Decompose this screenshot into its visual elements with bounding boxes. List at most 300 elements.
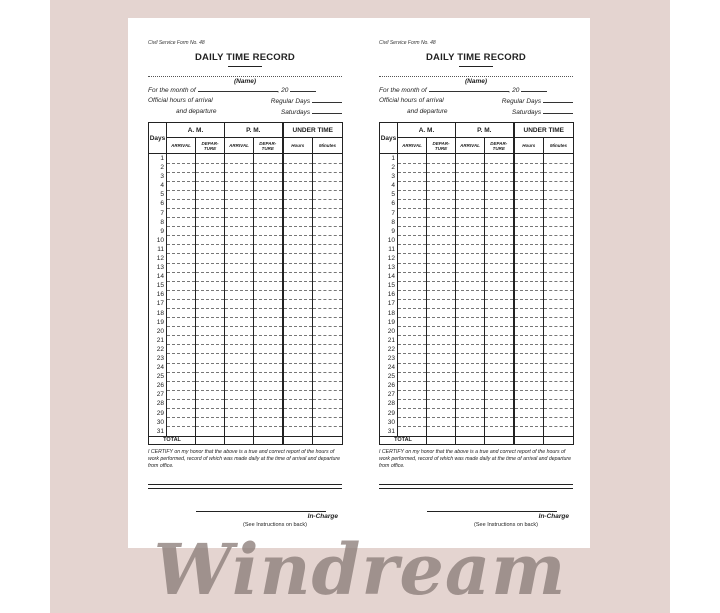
- time-cell[interactable]: [398, 199, 427, 208]
- total-cell[interactable]: [427, 436, 456, 444]
- time-cell[interactable]: [313, 381, 343, 390]
- time-cell[interactable]: [514, 418, 544, 427]
- time-cell[interactable]: [283, 418, 313, 427]
- time-cell[interactable]: [313, 399, 343, 408]
- time-cell[interactable]: [514, 318, 544, 327]
- time-cell[interactable]: [196, 336, 225, 345]
- time-cell[interactable]: [514, 427, 544, 437]
- time-cell[interactable]: [398, 336, 427, 345]
- total-cell[interactable]: [544, 436, 574, 444]
- time-cell[interactable]: [456, 354, 485, 363]
- time-cell[interactable]: [196, 218, 225, 227]
- time-cell[interactable]: [398, 354, 427, 363]
- time-cell[interactable]: [398, 299, 427, 308]
- time-cell[interactable]: [456, 390, 485, 399]
- time-cell[interactable]: [313, 154, 343, 164]
- time-cell[interactable]: [427, 199, 456, 208]
- time-cell[interactable]: [313, 418, 343, 427]
- time-cell[interactable]: [427, 154, 456, 164]
- time-cell[interactable]: [283, 181, 313, 190]
- time-cell[interactable]: [167, 427, 196, 437]
- time-cell[interactable]: [254, 363, 283, 372]
- time-cell[interactable]: [398, 309, 427, 318]
- time-cell[interactable]: [313, 199, 343, 208]
- time-cell[interactable]: [514, 327, 544, 336]
- time-cell[interactable]: [254, 281, 283, 290]
- time-cell[interactable]: [544, 190, 574, 199]
- time-cell[interactable]: [167, 318, 196, 327]
- time-cell[interactable]: [283, 236, 313, 245]
- time-cell[interactable]: [167, 290, 196, 299]
- time-cell[interactable]: [485, 254, 514, 263]
- year-blank[interactable]: [290, 85, 316, 92]
- time-cell[interactable]: [254, 272, 283, 281]
- time-cell[interactable]: [485, 418, 514, 427]
- time-cell[interactable]: [398, 272, 427, 281]
- time-cell[interactable]: [313, 172, 343, 181]
- time-cell[interactable]: [514, 245, 544, 254]
- time-cell[interactable]: [427, 254, 456, 263]
- time-cell[interactable]: [196, 299, 225, 308]
- time-cell[interactable]: [313, 236, 343, 245]
- time-cell[interactable]: [283, 154, 313, 164]
- time-cell[interactable]: [313, 290, 343, 299]
- time-cell[interactable]: [485, 427, 514, 437]
- time-cell[interactable]: [283, 372, 313, 381]
- time-cell[interactable]: [196, 236, 225, 245]
- time-cell[interactable]: [225, 199, 254, 208]
- time-cell[interactable]: [485, 163, 514, 172]
- time-cell[interactable]: [544, 227, 574, 236]
- time-cell[interactable]: [544, 309, 574, 318]
- time-cell[interactable]: [167, 245, 196, 254]
- time-cell[interactable]: [544, 272, 574, 281]
- time-cell[interactable]: [254, 399, 283, 408]
- time-cell[interactable]: [398, 218, 427, 227]
- time-cell[interactable]: [456, 427, 485, 437]
- time-cell[interactable]: [167, 181, 196, 190]
- time-cell[interactable]: [283, 199, 313, 208]
- time-cell[interactable]: [254, 418, 283, 427]
- time-cell[interactable]: [254, 336, 283, 345]
- time-cell[interactable]: [485, 290, 514, 299]
- time-cell[interactable]: [427, 263, 456, 272]
- time-cell[interactable]: [514, 190, 544, 199]
- time-cell[interactable]: [225, 409, 254, 418]
- time-cell[interactable]: [254, 327, 283, 336]
- time-cell[interactable]: [254, 218, 283, 227]
- total-cell[interactable]: [196, 436, 225, 444]
- time-cell[interactable]: [225, 263, 254, 272]
- time-cell[interactable]: [514, 309, 544, 318]
- time-cell[interactable]: [456, 172, 485, 181]
- time-cell[interactable]: [254, 172, 283, 181]
- time-cell[interactable]: [254, 309, 283, 318]
- time-cell[interactable]: [225, 227, 254, 236]
- time-cell[interactable]: [254, 227, 283, 236]
- time-cell[interactable]: [196, 190, 225, 199]
- time-cell[interactable]: [398, 154, 427, 164]
- time-cell[interactable]: [254, 199, 283, 208]
- time-cell[interactable]: [313, 263, 343, 272]
- time-cell[interactable]: [283, 381, 313, 390]
- time-cell[interactable]: [283, 190, 313, 199]
- time-cell[interactable]: [514, 290, 544, 299]
- time-cell[interactable]: [485, 381, 514, 390]
- time-cell[interactable]: [456, 199, 485, 208]
- time-cell[interactable]: [514, 281, 544, 290]
- time-cell[interactable]: [485, 154, 514, 164]
- time-cell[interactable]: [196, 327, 225, 336]
- time-cell[interactable]: [544, 199, 574, 208]
- time-cell[interactable]: [196, 381, 225, 390]
- in-charge-line[interactable]: [196, 511, 326, 512]
- time-cell[interactable]: [456, 181, 485, 190]
- time-cell[interactable]: [283, 281, 313, 290]
- time-cell[interactable]: [167, 199, 196, 208]
- time-cell[interactable]: [283, 254, 313, 263]
- time-cell[interactable]: [485, 245, 514, 254]
- time-cell[interactable]: [485, 181, 514, 190]
- time-cell[interactable]: [544, 290, 574, 299]
- time-cell[interactable]: [196, 154, 225, 164]
- time-cell[interactable]: [225, 254, 254, 263]
- time-cell[interactable]: [225, 154, 254, 164]
- time-cell[interactable]: [485, 318, 514, 327]
- time-cell[interactable]: [485, 236, 514, 245]
- time-cell[interactable]: [514, 363, 544, 372]
- time-cell[interactable]: [456, 263, 485, 272]
- time-cell[interactable]: [544, 172, 574, 181]
- time-cell[interactable]: [398, 281, 427, 290]
- in-charge-line[interactable]: [427, 511, 557, 512]
- time-cell[interactable]: [283, 172, 313, 181]
- time-cell[interactable]: [313, 372, 343, 381]
- time-cell[interactable]: [196, 208, 225, 217]
- time-cell[interactable]: [427, 236, 456, 245]
- time-cell[interactable]: [225, 281, 254, 290]
- time-cell[interactable]: [167, 236, 196, 245]
- time-cell[interactable]: [456, 418, 485, 427]
- time-cell[interactable]: [283, 163, 313, 172]
- year-blank[interactable]: [521, 85, 547, 92]
- time-cell[interactable]: [283, 218, 313, 227]
- time-cell[interactable]: [167, 390, 196, 399]
- time-cell[interactable]: [456, 318, 485, 327]
- time-cell[interactable]: [313, 390, 343, 399]
- time-cell[interactable]: [167, 399, 196, 408]
- saturdays-blank[interactable]: [543, 107, 573, 114]
- time-cell[interactable]: [544, 399, 574, 408]
- time-cell[interactable]: [313, 190, 343, 199]
- time-cell[interactable]: [313, 227, 343, 236]
- time-cell[interactable]: [544, 363, 574, 372]
- time-cell[interactable]: [398, 290, 427, 299]
- time-cell[interactable]: [427, 245, 456, 254]
- time-cell[interactable]: [254, 208, 283, 217]
- time-cell[interactable]: [225, 309, 254, 318]
- time-cell[interactable]: [398, 318, 427, 327]
- regular-days-blank[interactable]: [312, 96, 342, 103]
- time-cell[interactable]: [398, 172, 427, 181]
- time-cell[interactable]: [544, 372, 574, 381]
- time-cell[interactable]: [514, 218, 544, 227]
- time-cell[interactable]: [167, 299, 196, 308]
- time-cell[interactable]: [196, 418, 225, 427]
- time-cell[interactable]: [283, 299, 313, 308]
- time-cell[interactable]: [225, 399, 254, 408]
- time-cell[interactable]: [514, 199, 544, 208]
- time-cell[interactable]: [196, 281, 225, 290]
- time-cell[interactable]: [225, 299, 254, 308]
- time-cell[interactable]: [427, 418, 456, 427]
- signature-line[interactable]: [379, 484, 573, 485]
- time-cell[interactable]: [196, 290, 225, 299]
- time-cell[interactable]: [427, 336, 456, 345]
- time-cell[interactable]: [254, 181, 283, 190]
- time-cell[interactable]: [427, 172, 456, 181]
- time-cell[interactable]: [225, 363, 254, 372]
- time-cell[interactable]: [225, 245, 254, 254]
- time-cell[interactable]: [167, 254, 196, 263]
- time-cell[interactable]: [544, 181, 574, 190]
- time-cell[interactable]: [544, 354, 574, 363]
- time-cell[interactable]: [456, 327, 485, 336]
- time-cell[interactable]: [167, 281, 196, 290]
- time-cell[interactable]: [544, 327, 574, 336]
- time-cell[interactable]: [225, 390, 254, 399]
- time-cell[interactable]: [225, 327, 254, 336]
- time-cell[interactable]: [225, 190, 254, 199]
- time-cell[interactable]: [313, 245, 343, 254]
- time-cell[interactable]: [225, 290, 254, 299]
- time-cell[interactable]: [225, 218, 254, 227]
- time-cell[interactable]: [514, 163, 544, 172]
- time-cell[interactable]: [167, 309, 196, 318]
- time-cell[interactable]: [514, 254, 544, 263]
- time-cell[interactable]: [427, 399, 456, 408]
- time-cell[interactable]: [514, 227, 544, 236]
- time-cell[interactable]: [398, 418, 427, 427]
- time-cell[interactable]: [398, 399, 427, 408]
- time-cell[interactable]: [167, 208, 196, 217]
- time-cell[interactable]: [514, 354, 544, 363]
- time-cell[interactable]: [167, 190, 196, 199]
- time-cell[interactable]: [313, 427, 343, 437]
- time-cell[interactable]: [254, 372, 283, 381]
- time-cell[interactable]: [283, 272, 313, 281]
- time-cell[interactable]: [427, 208, 456, 217]
- time-cell[interactable]: [398, 163, 427, 172]
- time-cell[interactable]: [283, 318, 313, 327]
- time-cell[interactable]: [196, 309, 225, 318]
- time-cell[interactable]: [254, 254, 283, 263]
- time-cell[interactable]: [456, 381, 485, 390]
- time-cell[interactable]: [398, 245, 427, 254]
- time-cell[interactable]: [514, 336, 544, 345]
- time-cell[interactable]: [456, 208, 485, 217]
- time-cell[interactable]: [398, 363, 427, 372]
- time-cell[interactable]: [196, 263, 225, 272]
- time-cell[interactable]: [313, 254, 343, 263]
- time-cell[interactable]: [254, 236, 283, 245]
- time-cell[interactable]: [514, 154, 544, 164]
- time-cell[interactable]: [485, 299, 514, 308]
- time-cell[interactable]: [167, 218, 196, 227]
- time-cell[interactable]: [254, 381, 283, 390]
- time-cell[interactable]: [196, 181, 225, 190]
- time-cell[interactable]: [313, 218, 343, 227]
- time-cell[interactable]: [254, 290, 283, 299]
- time-cell[interactable]: [485, 372, 514, 381]
- time-cell[interactable]: [427, 427, 456, 437]
- time-cell[interactable]: [196, 163, 225, 172]
- time-cell[interactable]: [544, 245, 574, 254]
- time-cell[interactable]: [254, 390, 283, 399]
- time-cell[interactable]: [427, 381, 456, 390]
- time-cell[interactable]: [283, 399, 313, 408]
- time-cell[interactable]: [456, 290, 485, 299]
- time-cell[interactable]: [456, 336, 485, 345]
- time-cell[interactable]: [485, 409, 514, 418]
- time-cell[interactable]: [196, 318, 225, 327]
- time-cell[interactable]: [485, 199, 514, 208]
- time-cell[interactable]: [225, 427, 254, 437]
- time-cell[interactable]: [427, 390, 456, 399]
- time-cell[interactable]: [514, 172, 544, 181]
- time-cell[interactable]: [313, 163, 343, 172]
- time-cell[interactable]: [427, 281, 456, 290]
- time-cell[interactable]: [283, 354, 313, 363]
- time-cell[interactable]: [225, 272, 254, 281]
- time-cell[interactable]: [283, 245, 313, 254]
- time-cell[interactable]: [283, 208, 313, 217]
- total-cell[interactable]: [456, 436, 485, 444]
- total-cell[interactable]: [514, 436, 544, 444]
- time-cell[interactable]: [254, 427, 283, 437]
- time-cell[interactable]: [456, 190, 485, 199]
- time-cell[interactable]: [544, 299, 574, 308]
- time-cell[interactable]: [544, 218, 574, 227]
- time-cell[interactable]: [283, 409, 313, 418]
- time-cell[interactable]: [485, 399, 514, 408]
- time-cell[interactable]: [485, 309, 514, 318]
- time-cell[interactable]: [196, 354, 225, 363]
- time-cell[interactable]: [544, 208, 574, 217]
- time-cell[interactable]: [514, 409, 544, 418]
- time-cell[interactable]: [283, 263, 313, 272]
- time-cell[interactable]: [514, 372, 544, 381]
- time-cell[interactable]: [283, 427, 313, 437]
- time-cell[interactable]: [398, 390, 427, 399]
- time-cell[interactable]: [167, 363, 196, 372]
- time-cell[interactable]: [456, 218, 485, 227]
- time-cell[interactable]: [283, 336, 313, 345]
- time-cell[interactable]: [167, 409, 196, 418]
- time-cell[interactable]: [544, 163, 574, 172]
- time-cell[interactable]: [485, 172, 514, 181]
- time-cell[interactable]: [544, 254, 574, 263]
- time-cell[interactable]: [456, 245, 485, 254]
- month-blank[interactable]: [198, 85, 278, 92]
- time-cell[interactable]: [196, 399, 225, 408]
- time-cell[interactable]: [456, 236, 485, 245]
- time-cell[interactable]: [485, 208, 514, 217]
- time-cell[interactable]: [427, 327, 456, 336]
- time-cell[interactable]: [514, 208, 544, 217]
- time-cell[interactable]: [544, 281, 574, 290]
- time-cell[interactable]: [398, 190, 427, 199]
- time-cell[interactable]: [196, 245, 225, 254]
- time-cell[interactable]: [456, 299, 485, 308]
- time-cell[interactable]: [398, 327, 427, 336]
- time-cell[interactable]: [544, 418, 574, 427]
- time-cell[interactable]: [485, 390, 514, 399]
- time-cell[interactable]: [427, 227, 456, 236]
- time-cell[interactable]: [254, 345, 283, 354]
- time-cell[interactable]: [254, 354, 283, 363]
- time-cell[interactable]: [196, 272, 225, 281]
- time-cell[interactable]: [167, 272, 196, 281]
- time-cell[interactable]: [544, 345, 574, 354]
- time-cell[interactable]: [456, 372, 485, 381]
- time-cell[interactable]: [427, 363, 456, 372]
- time-cell[interactable]: [283, 363, 313, 372]
- time-cell[interactable]: [427, 290, 456, 299]
- time-cell[interactable]: [427, 299, 456, 308]
- time-cell[interactable]: [456, 399, 485, 408]
- time-cell[interactable]: [225, 336, 254, 345]
- time-cell[interactable]: [196, 227, 225, 236]
- total-cell[interactable]: [313, 436, 343, 444]
- time-cell[interactable]: [313, 363, 343, 372]
- time-cell[interactable]: [398, 381, 427, 390]
- time-cell[interactable]: [456, 254, 485, 263]
- time-cell[interactable]: [254, 263, 283, 272]
- time-cell[interactable]: [225, 418, 254, 427]
- time-cell[interactable]: [196, 409, 225, 418]
- time-cell[interactable]: [514, 181, 544, 190]
- time-cell[interactable]: [254, 154, 283, 164]
- time-cell[interactable]: [427, 354, 456, 363]
- time-cell[interactable]: [514, 299, 544, 308]
- time-cell[interactable]: [427, 181, 456, 190]
- time-cell[interactable]: [167, 345, 196, 354]
- time-cell[interactable]: [254, 409, 283, 418]
- time-cell[interactable]: [196, 390, 225, 399]
- time-cell[interactable]: [196, 172, 225, 181]
- time-cell[interactable]: [196, 345, 225, 354]
- time-cell[interactable]: [485, 218, 514, 227]
- time-cell[interactable]: [485, 345, 514, 354]
- time-cell[interactable]: [514, 345, 544, 354]
- time-cell[interactable]: [456, 272, 485, 281]
- time-cell[interactable]: [398, 181, 427, 190]
- time-cell[interactable]: [398, 208, 427, 217]
- time-cell[interactable]: [456, 309, 485, 318]
- time-cell[interactable]: [456, 154, 485, 164]
- time-cell[interactable]: [514, 263, 544, 272]
- time-cell[interactable]: [398, 345, 427, 354]
- time-cell[interactable]: [313, 272, 343, 281]
- time-cell[interactable]: [254, 318, 283, 327]
- total-cell[interactable]: [283, 436, 313, 444]
- time-cell[interactable]: [254, 163, 283, 172]
- time-cell[interactable]: [427, 190, 456, 199]
- time-cell[interactable]: [313, 281, 343, 290]
- time-cell[interactable]: [398, 372, 427, 381]
- time-cell[interactable]: [167, 354, 196, 363]
